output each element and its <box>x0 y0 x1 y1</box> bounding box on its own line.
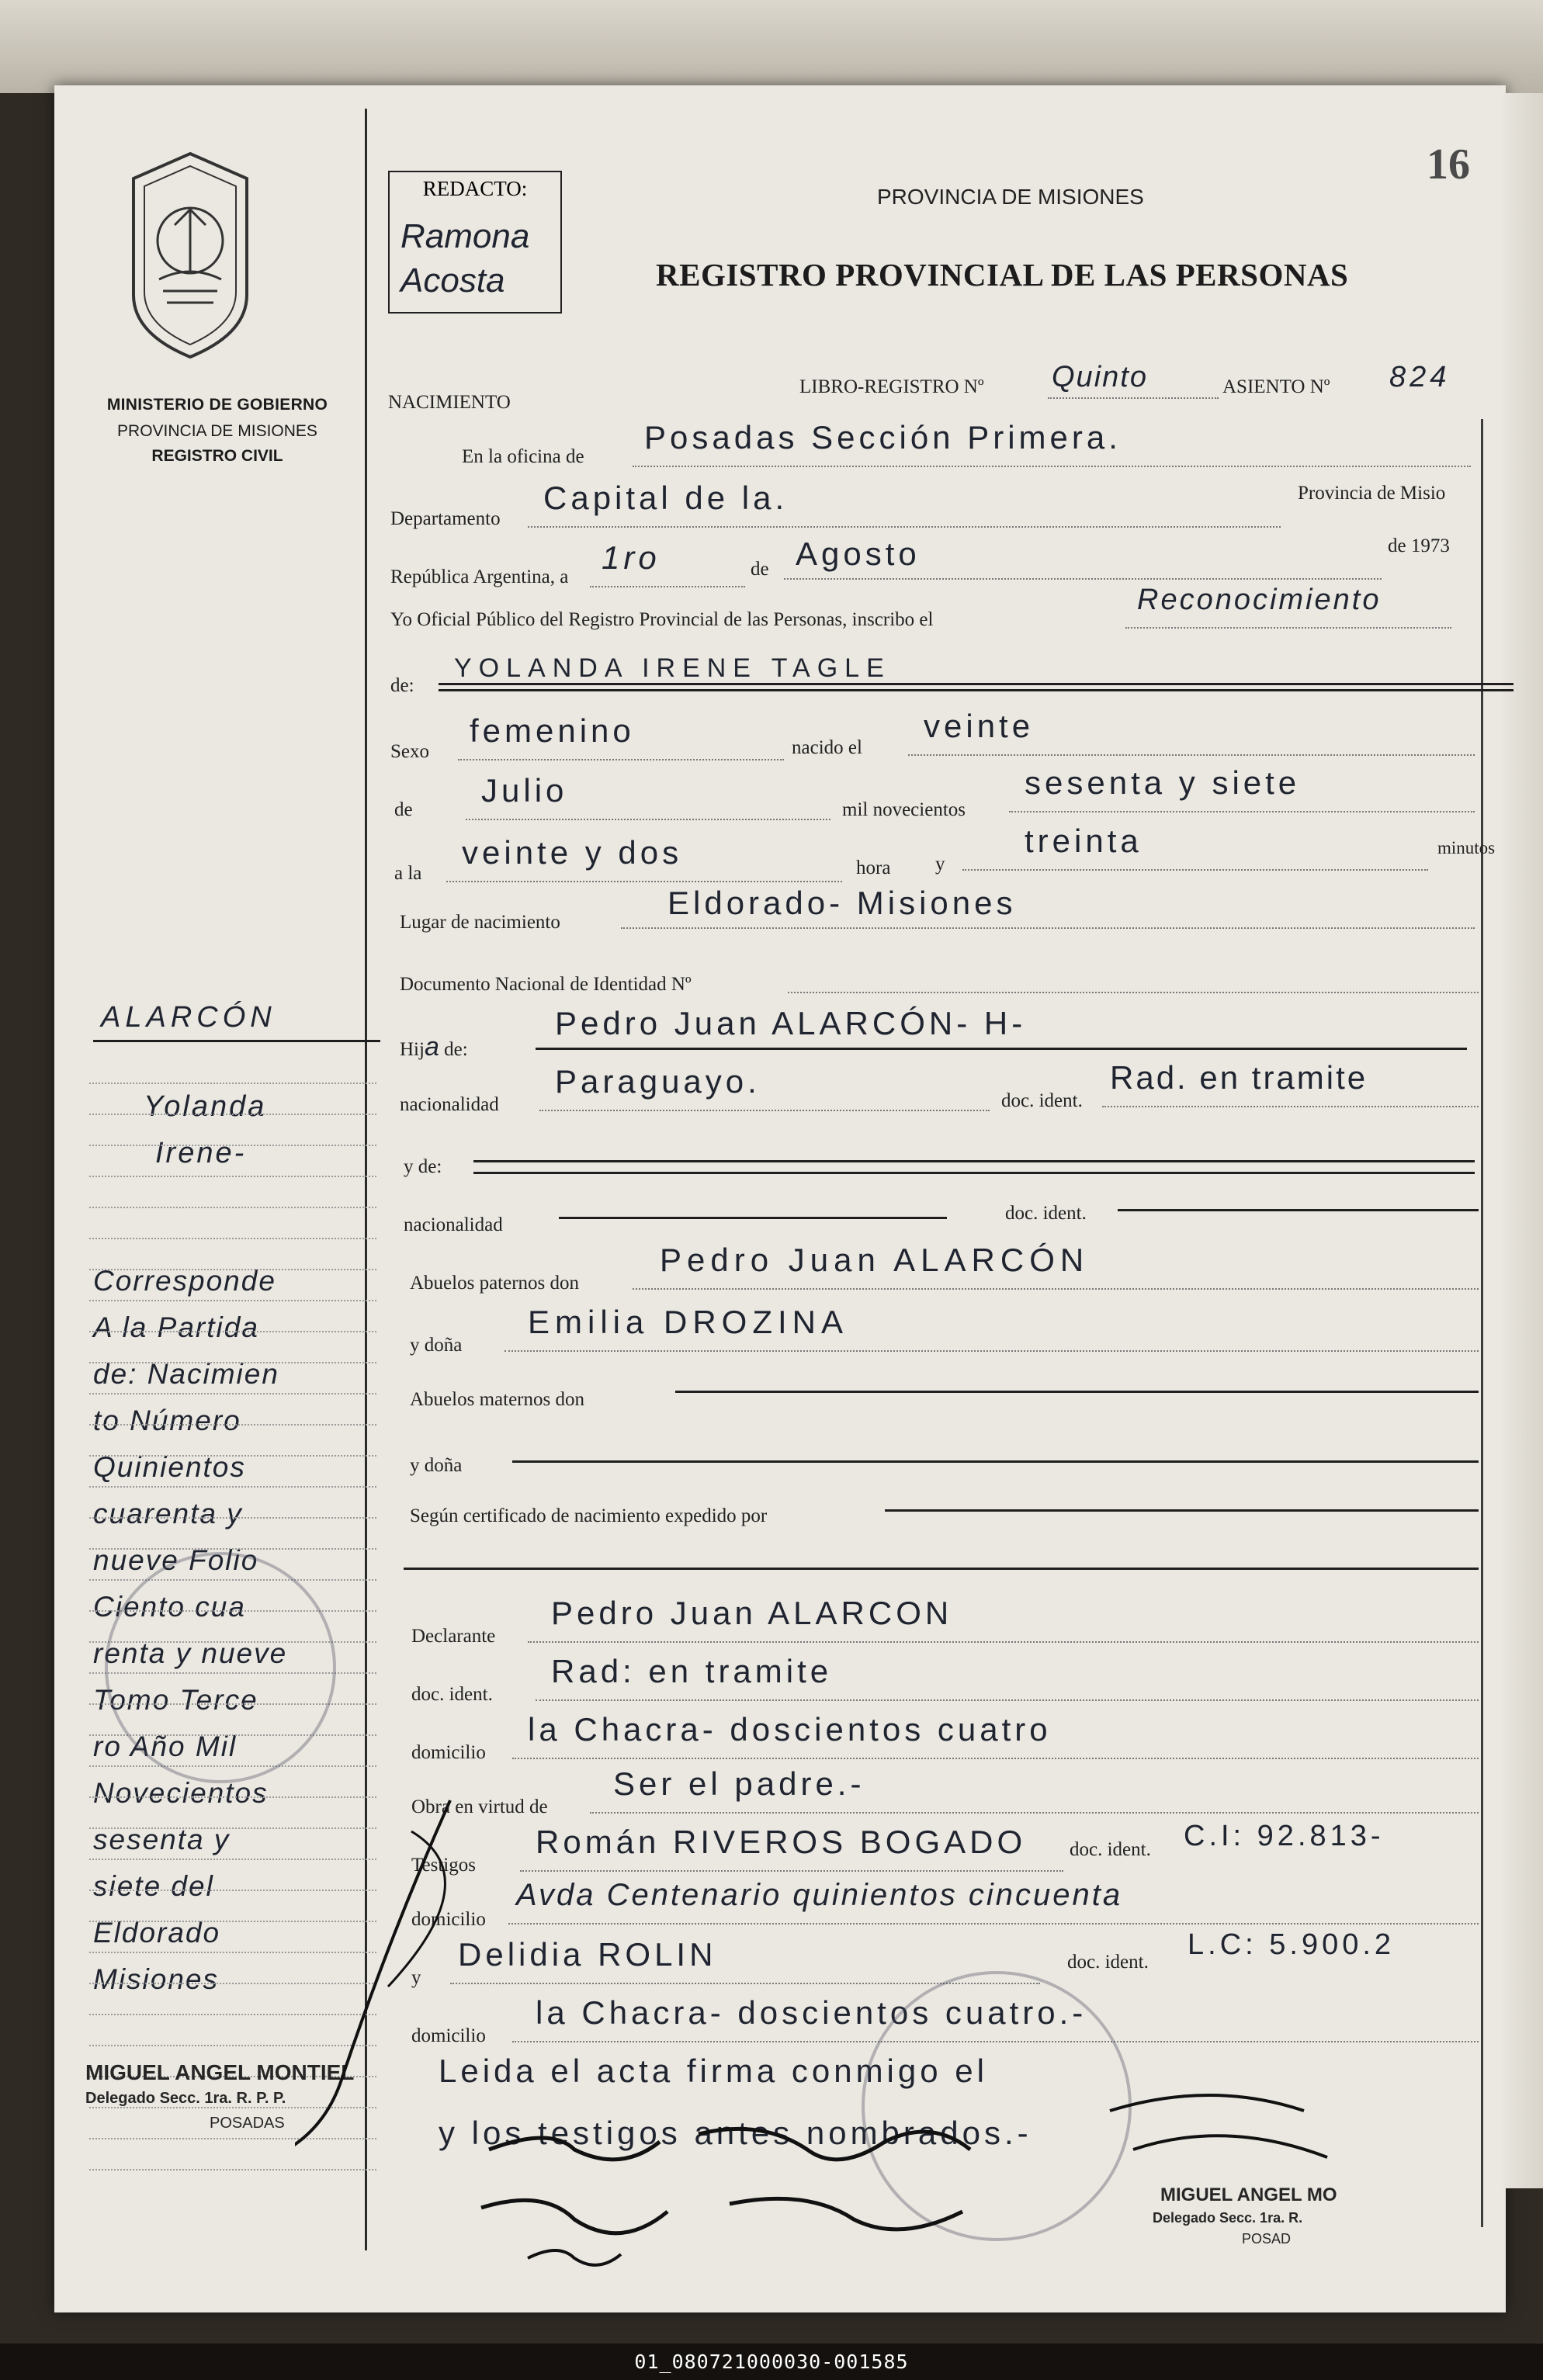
doc-ident3-label: doc. ident. <box>411 1684 493 1705</box>
margin-note-line: A la Partida <box>93 1311 259 1343</box>
nacido-value: veinte <box>924 708 1035 744</box>
de2-label: de <box>394 799 413 820</box>
margin-note-line: siete del <box>93 1870 214 1902</box>
asiento-label: ASIENTO Nº <box>1222 376 1330 397</box>
hora-label: hora <box>856 857 891 878</box>
nacido-line <box>908 754 1475 756</box>
margin-surname: ALARCÓN <box>101 1001 276 1034</box>
redacto-box <box>388 171 562 314</box>
obra-value: Ser el padre.- <box>613 1765 865 1802</box>
margin-note-line: sesenta y <box>93 1824 231 1855</box>
official-stamp-left-name: MIGUEL ANGEL MONTIEL <box>85 2060 355 2084</box>
official-stamp-left-role: Delegado Secc. 1ra. R. P. P. <box>85 2090 286 2107</box>
margin-guide-line <box>89 1083 376 1084</box>
margin-guide-line <box>89 1424 376 1426</box>
doc-ident2-label: doc. ident. <box>1005 1203 1087 1224</box>
nacionalidad-label: nacionalidad <box>400 1094 499 1115</box>
y-dona-label: y doña <box>410 1335 463 1356</box>
declarante-line <box>528 1641 1479 1643</box>
testigo1-doc: C.I: 92.813- <box>1184 1820 1385 1852</box>
registry-heading: REGISTRO PROVINCIAL DE LAS PERSONAS <box>656 257 1349 293</box>
official-stamp-right-city: POSAD <box>1242 2231 1292 2247</box>
doc-ident-line <box>1102 1106 1479 1107</box>
margin-note-line: renta y nueve <box>93 1637 288 1669</box>
section-separator <box>404 1568 1479 1570</box>
abuelos-pat-value: Pedro Juan ALARCÓN <box>660 1242 1090 1278</box>
departamento-label: Departamento <box>390 508 501 529</box>
ministry-line-2: PROVINCIA DE MISIONES <box>117 422 317 440</box>
margin-note-line: Tomo Terce <box>93 1684 258 1716</box>
official-stamp-right-name: MIGUEL ANGEL MO <box>1160 2184 1337 2205</box>
margin-note-line: cuarenta y <box>93 1498 243 1530</box>
departamento-value: Capital de la. <box>543 480 789 516</box>
domicilio-label: domicilio <box>411 1742 486 1763</box>
testigos-nombrados-value: y los testigos antes nombrados.- <box>439 2115 1032 2151</box>
hora-value-line <box>446 881 842 882</box>
margin-note-line: Misiones <box>93 1963 219 1995</box>
redacto-name-2: Acosta <box>400 262 505 300</box>
hijo-de-label: de: <box>444 1039 468 1060</box>
redacto-name-1: Ramona <box>400 217 530 255</box>
margin-guide-line <box>89 1300 376 1301</box>
margin-guide-line <box>89 1362 376 1363</box>
mil-label: mil novecientos <box>842 799 966 820</box>
nombre-line <box>439 683 1514 685</box>
doc-ident-label: doc. ident. <box>1001 1090 1083 1111</box>
margin-guide-line <box>89 1455 376 1457</box>
doc-ident-value: Rad. en tramite <box>1110 1059 1368 1096</box>
libro-line <box>1048 397 1219 399</box>
nombre-line-2 <box>439 689 1514 691</box>
lugar-value: Eldorado- Misiones <box>667 885 1017 921</box>
margin-guide-line <box>89 1238 376 1239</box>
margin-given-name-2: Irene- <box>155 1137 247 1169</box>
sexo-label: Sexo <box>390 741 429 762</box>
mes-nac-line <box>466 819 830 820</box>
doc-ident4-label: doc. ident. <box>1070 1839 1151 1860</box>
nacionalidad2-label: nacionalidad <box>404 1214 503 1235</box>
hijo-label-text: Hij <box>400 1039 425 1060</box>
anio-nac-line <box>1009 811 1475 812</box>
obra-label: Obra en virtud de <box>411 1796 548 1817</box>
domicilio3-label: domicilio <box>411 2025 486 2046</box>
hijo-suffix: a <box>424 1032 439 1062</box>
margin-guide-line <box>89 1331 376 1332</box>
fecha-dia-value: 1ro <box>602 539 661 576</box>
y-de-label: y de: <box>404 1156 442 1177</box>
nacionalidad-line <box>539 1110 990 1111</box>
anio-label: de 1973 <box>1388 535 1450 556</box>
nacido-label: nacido el <box>792 737 862 758</box>
margin-guide-line <box>89 1486 376 1488</box>
domicilio3-value: la Chacra- doscientos cuatro.- <box>536 1994 1087 2031</box>
oficina-value: Posadas Sección Primera. <box>644 419 1122 456</box>
margin-given-name-1: Yolanda <box>144 1090 267 1123</box>
margin-surname-line <box>93 1040 380 1042</box>
testigo2-value: Delidia ROLIN <box>458 1936 717 1973</box>
y-dona2-label: y doña <box>410 1455 463 1476</box>
dni-label: Documento Nacional de Identidad Nº <box>400 974 692 995</box>
leida-value: Leida el acta firma conmigo el <box>439 2053 988 2089</box>
dni-line <box>788 992 1479 993</box>
official-stamp-left-city: POSADAS <box>210 2115 285 2132</box>
testigo2-doc: L.C: 5.900.2 <box>1188 1928 1396 1961</box>
minutos-value: treinta <box>1025 823 1143 859</box>
signature-strokes <box>295 1785 1537 2328</box>
testigo1-value: Román RIVEROS BOGADO <box>536 1824 1027 1860</box>
minutos-line <box>962 869 1428 871</box>
declarante-value: Pedro Juan ALARCON <box>551 1595 953 1631</box>
lugar-label: Lugar de nacimiento <box>400 912 560 933</box>
sexo-line <box>458 759 784 760</box>
fecha-mes-value: Agosto <box>796 535 921 572</box>
provincia-label: Provincia de Misio <box>1298 483 1446 504</box>
y-label: y <box>935 854 945 875</box>
page-number: 16 <box>1427 140 1470 189</box>
libro-value: Quinto <box>1052 361 1148 393</box>
y-de-line-1 <box>473 1160 1475 1162</box>
doc-ident3-line <box>536 1699 1479 1701</box>
nombre-value: YOLANDA IRENE TAGLE <box>454 653 891 683</box>
footer-code: 01_080721000030-001585 <box>0 2344 1543 2380</box>
mes-nac-value: Julio <box>481 772 568 809</box>
doc-ident2-line <box>1118 1209 1479 1211</box>
fecha-dia-line <box>590 586 745 587</box>
departamento-line <box>528 526 1281 528</box>
hijo-label <box>400 1032 468 1062</box>
official-stamp-right-role: Delegado Secc. 1ra. R. <box>1153 2210 1303 2226</box>
abuelos-pat-line <box>633 1288 1479 1290</box>
nacionalidad-value: Paraguayo. <box>555 1063 761 1100</box>
abuelos-mat-line <box>675 1391 1479 1393</box>
margin-note-line: Quinientos <box>93 1451 246 1483</box>
oficial-value: Reconocimiento <box>1137 584 1382 616</box>
ministry-line-3: REGISTRO CIVIL <box>151 447 283 465</box>
margin-guide-line <box>89 1176 376 1177</box>
margin-note-line: de: Nacimien <box>93 1358 279 1390</box>
de-label: de <box>751 559 769 580</box>
margin-note-line: Novecientos <box>93 1777 269 1809</box>
republica-label: República Argentina, a <box>390 566 569 587</box>
margin-guide-line <box>89 1548 376 1550</box>
redacto-label: REDACTO: <box>422 177 528 200</box>
ministry-block <box>78 396 357 466</box>
asiento-value: 824 <box>1389 361 1451 393</box>
domicilio2-value: Avda Centenario quinientos cincuenta <box>516 1878 1123 1912</box>
margin-guide-line <box>89 1269 376 1270</box>
anio-nac-value: sesenta y siete <box>1025 764 1301 801</box>
oficina-line <box>633 466 1471 467</box>
domicilio-line <box>512 1758 1479 1759</box>
margin-note-line: Ciento cua <box>93 1591 246 1623</box>
y-dona2-line <box>512 1460 1479 1463</box>
de-nombre-label: de: <box>390 675 414 696</box>
y-de-line-2 <box>473 1172 1475 1174</box>
oficial-label: Yo Oficial Público del Registro Provincial de las Personas, inscribo el <box>390 609 934 630</box>
hora-value: veinte y dos <box>462 834 683 871</box>
provincial-seal-icon <box>116 147 264 365</box>
padre-line <box>536 1048 1467 1050</box>
y2-label: y <box>411 1967 421 1988</box>
minutos-label: minutos <box>1437 838 1496 857</box>
domicilio2-label: domicilio <box>411 1909 486 1930</box>
abuelos-mat-label: Abuelos maternos don <box>410 1389 584 1410</box>
province-heading: PROVINCIA DE MISIONES <box>877 185 1144 209</box>
a-la-label: a la <box>394 863 422 884</box>
round-stamp-left <box>105 1552 336 1783</box>
margin-guide-line <box>89 1114 376 1115</box>
abuelos-pat-label: Abuelos paternos don <box>410 1273 580 1294</box>
domicilio-value: la Chacra- doscientos cuatro <box>528 1711 1052 1748</box>
padre-value: Pedro Juan ALARCÓN- H- <box>555 1005 1027 1041</box>
fecha-mes-line <box>784 578 1382 580</box>
doc-ident5-label: doc. ident. <box>1067 1952 1149 1973</box>
nacimiento-label: NACIMIENTO <box>388 392 511 413</box>
margin-guide-line <box>89 1207 376 1208</box>
certificado-label: Según certificado de nacimiento expedido por <box>410 1505 768 1526</box>
margin-guide-line <box>89 1517 376 1519</box>
oficina-label: En la oficina de <box>462 446 584 467</box>
margin-note-line: nueve Folio <box>93 1544 259 1576</box>
libro-label: LIBRO-REGISTRO Nº <box>799 376 984 397</box>
oficial-line <box>1125 627 1451 629</box>
margin-note-line: ro Año Mil <box>93 1730 238 1762</box>
sexo-value: femenino <box>470 712 635 749</box>
background-top <box>0 0 1543 93</box>
declarante-label: Declarante <box>411 1626 496 1647</box>
certificado-line <box>885 1509 1479 1512</box>
ministry-line-1: MINISTERIO DE GOBIERNO <box>106 396 328 414</box>
lugar-line <box>621 927 1475 929</box>
margin-note-line: Eldorado <box>93 1917 221 1949</box>
margin-note-line: to Número <box>93 1405 241 1436</box>
testigos-label: Testigos <box>411 1855 476 1876</box>
abuela-pat-line <box>505 1350 1479 1352</box>
abuela-pat-value: Emilia DROZINA <box>528 1304 849 1340</box>
margin-guide-line <box>89 1393 376 1394</box>
margin-guide-line <box>89 1145 376 1146</box>
nacionalidad2-line <box>559 1217 947 1219</box>
doc-ident3-value: Rad: en tramite <box>551 1653 833 1689</box>
margin-note-line: Corresponde <box>93 1265 276 1297</box>
